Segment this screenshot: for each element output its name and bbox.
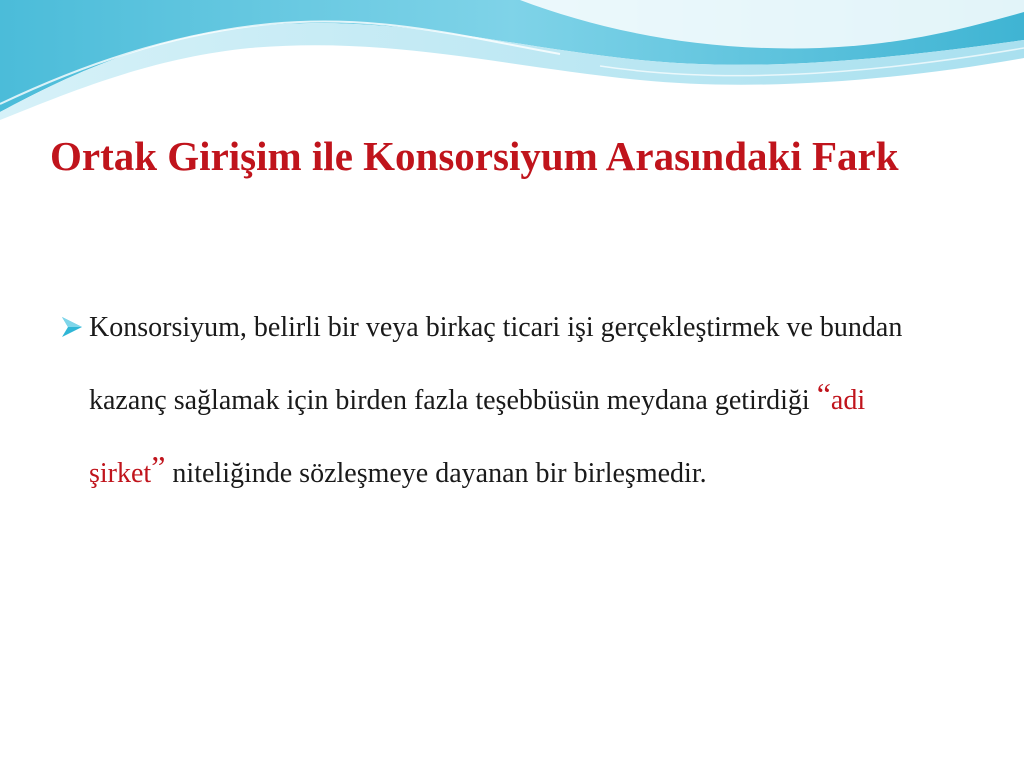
bullet-text-after: niteliğinde sözleşmeye dayanan bir birleşmedir.: [165, 458, 707, 489]
highlighted-term: adi şirket: [89, 385, 866, 489]
quote-close: ”: [151, 449, 166, 485]
slide-title: Ortak Girişim ile Konsorsiyum Arasındaki Fark: [50, 133, 899, 179]
bullet-list: [58, 293, 938, 509]
bullet-item: [58, 293, 938, 509]
arrow-bullet-icon: [60, 316, 84, 338]
quote-open: “: [816, 376, 831, 412]
header-wave-decoration: [0, 0, 1024, 120]
bullet-text-before: Konsorsiyum, belirli bir veya birkaç ticari işi gerçekleştirmek ve bundan kazanç sağlamak için birden fazla teşebbüsün meydana getirdiği: [89, 312, 903, 416]
